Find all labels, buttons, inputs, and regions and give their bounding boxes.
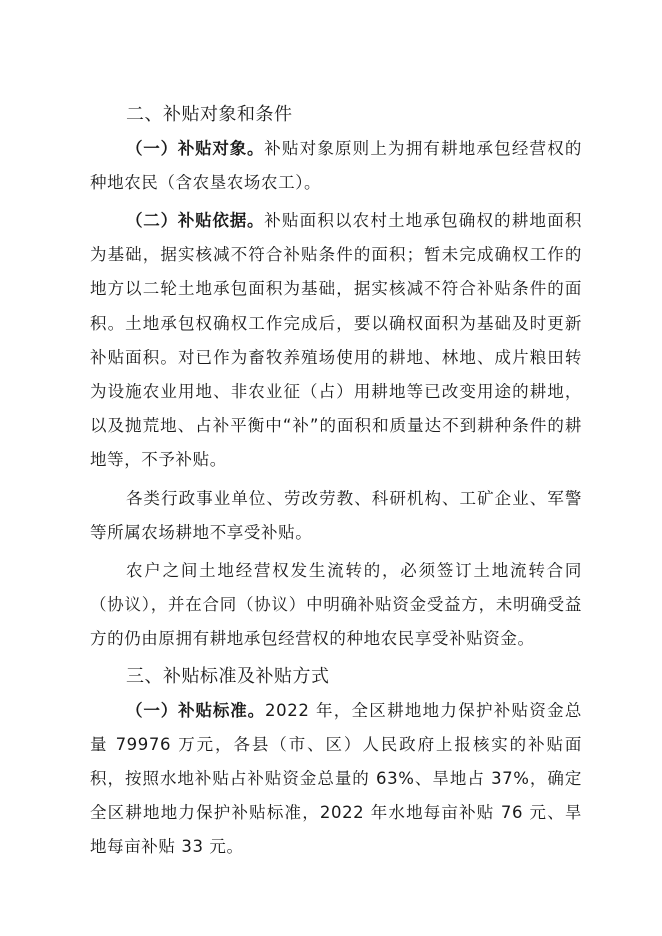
paragraph-subsidy-recipients <box>90 132 582 200</box>
paragraph-subsidy-basis <box>90 204 582 478</box>
paragraph-text: 补贴对象原则上为拥有耕地承包经营权的种地农民（含农垦农场农工）。 <box>90 139 582 193</box>
paragraph-label: （一）补贴对象。 <box>126 139 265 158</box>
paragraph-label: （一）补贴标准。 <box>126 700 266 720</box>
document-body <box>90 98 582 865</box>
paragraph-excluded-farms: 各类行政事业单位、劳改劳教、科研机构、工矿企业、军警等所属农场耕地不享受补贴。 <box>90 488 582 542</box>
paragraph-label: （二）补贴依据。 <box>126 211 265 230</box>
section-heading-subsidy-recipients: 二、补贴对象和条件 <box>126 104 293 125</box>
paragraph-text: 2022 年，全区耕地地力保护补贴资金总量 79976 万元，各县（市、区）人民政府上报核实的补贴面积，按照水地补贴占补贴资金总量的 63%、旱地占 37%，确定全区耕地地力保护补贴标准，2022 年水地每亩补贴 76 元、旱地每亩补贴 33 元。 <box>90 700 582 857</box>
paragraph-land-transfer: 农户之间土地经营权发生流转的，必须签订土地流转合同（协议），并在合同（协议）中明确补贴资金受益方，未明确受益方的仍由原拥有耕地承包经营权的种地农民享受补贴资金。 <box>90 561 582 649</box>
paragraph-text: 补贴面积以农村土地承包确权的耕地面积为基础，据实核减不符合补贴条件的面积；暂未完成确权工作的地方以二轮土地承包面积为基础，据实核减不符合补贴条件的面积。土地承包权确权工作完成后，要以确权面积为基础及时更新补贴面积。对已作为畜牧养殖场使用的耕地、林地、成片粮田转为设施农业用地、非农业征（占）用耕地等已改变用途的耕地，以及抛荒地、占补平衡中“补”的面积和质量达不到耕种条件的耕地等，不予补贴。 <box>90 211 582 470</box>
paragraph-subsidy-standard <box>90 694 582 865</box>
section-heading-subsidy-standard: 三、补贴标准及补贴方式 <box>126 665 330 687</box>
